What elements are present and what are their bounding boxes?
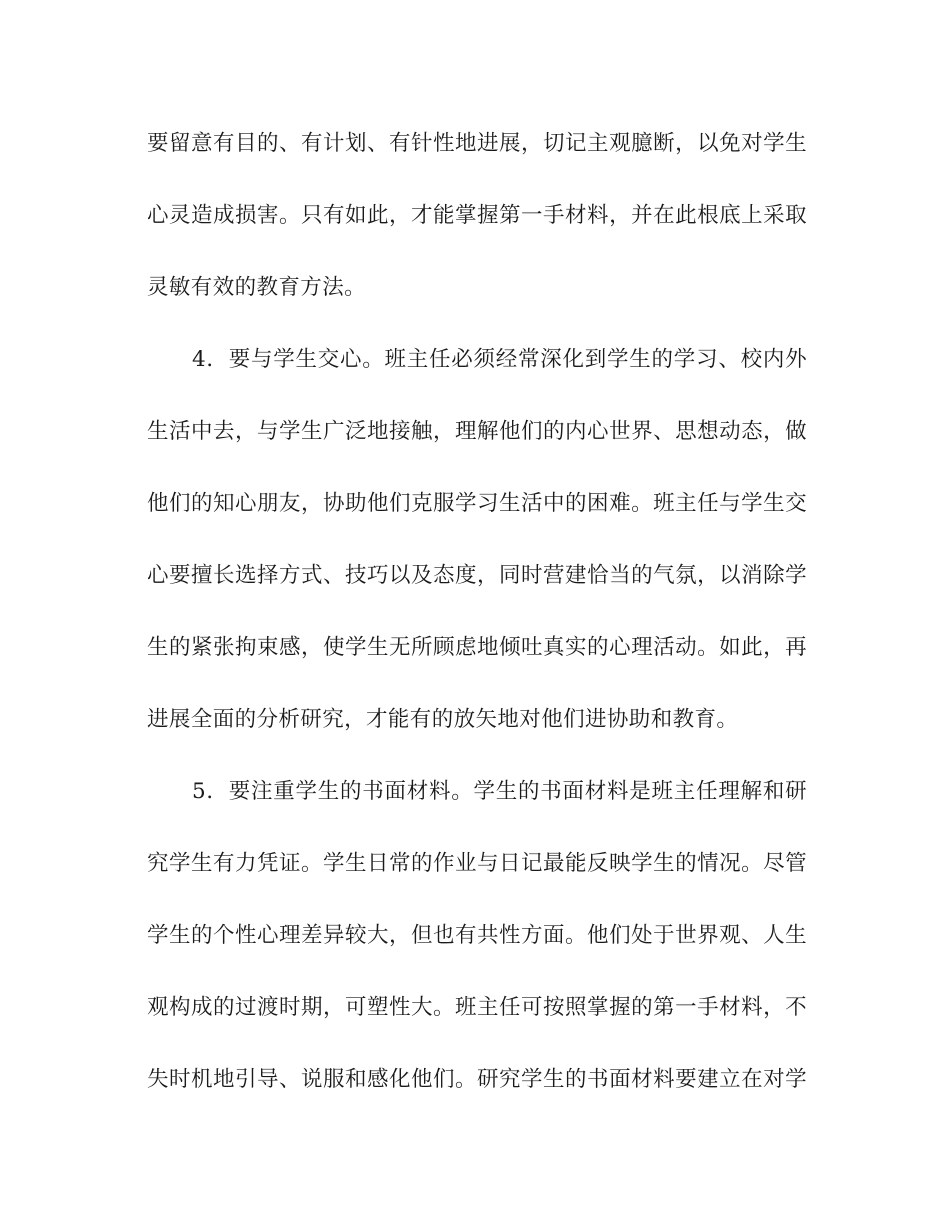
text-line-13: 观构成的过渡时期，可塑性大。班主任可按照掌握的第一手材料，不 <box>147 995 807 1020</box>
text-line-9: 进展全面的分析研究，才能有的放矢地对他们进协助和教育。 <box>147 707 739 732</box>
text-line-14: 失时机地引导、说服和感化他们。研究学生的书面材料要建立在对学 <box>147 1067 807 1092</box>
text-line-3: 灵敏有效的教育方法。 <box>147 275 367 300</box>
text-line-4: 4．要与学生交心。班主任必须经常深化到学生的学习、校内外 <box>192 347 807 372</box>
text-line-2: 心灵造成损害。只有如此，才能掌握第一手材料，并在此根底上采取 <box>147 203 807 228</box>
text-line-7: 心要擅长选择方式、技巧以及态度，同时营建恰当的气氛，以消除学 <box>147 563 807 588</box>
text-line-5: 生活中去，与学生广泛地接触，理解他们的内心世界、思想动态，做 <box>147 419 807 444</box>
text-line-1: 要留意有目的、有计划、有针性地进展，切记主观臆断，以免对学生 <box>147 131 807 156</box>
text-line-6: 他们的知心朋友，协助他们克服学习生活中的困难。班主任与学生交 <box>147 491 807 516</box>
text-line-11: 究学生有力凭证。学生日常的作业与日记最能反映学生的情况。尽管 <box>147 851 807 876</box>
text-line-12: 学生的个性心理差异较大，但也有共性方面。他们处于世界观、人生 <box>147 923 807 948</box>
text-line-10: 5．要注重学生的书面材料。学生的书面材料是班主任理解和研 <box>192 779 807 804</box>
text-line-8: 生的紧张拘束感，使学生无所顾虑地倾吐真实的心理活动。如此，再 <box>147 635 807 660</box>
